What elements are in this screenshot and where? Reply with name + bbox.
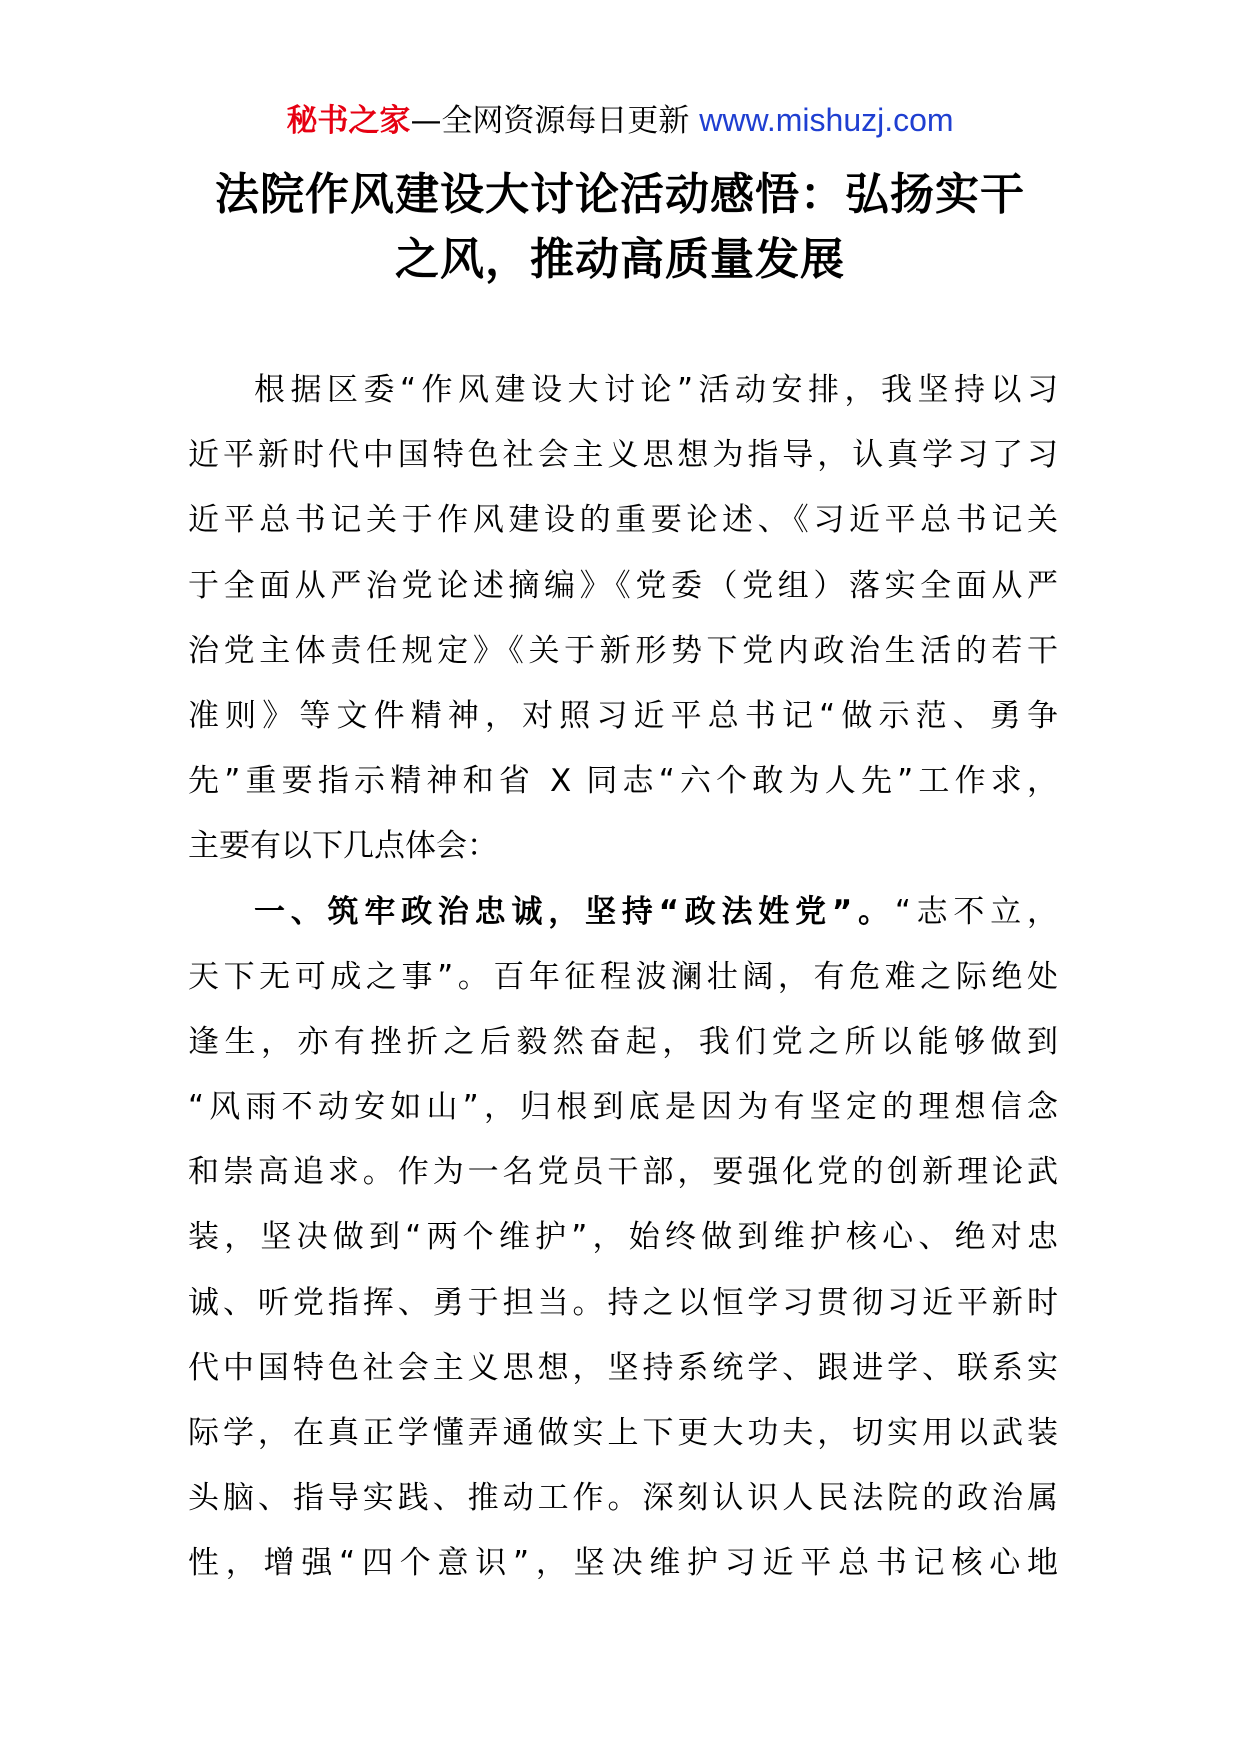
paragraph-line: 际学，在真正学懂弄通做实上下更大功夫，切实用以武装 <box>188 1415 1058 1451</box>
paragraph-line: 于全面从严治党论述摘编》《党委（党组）落实全面从严 <box>188 567 1058 604</box>
title-line-2: 之风，推动高质量发展 <box>395 234 845 285</box>
header-tagline: —全网资源每日更新 <box>410 103 700 139</box>
paragraph-intro <box>188 358 1058 880</box>
paragraph-line: “风雨不动安如山”，归根到底是因为有坚定的理想信念 <box>188 1089 1058 1126</box>
brand-name: 秘书之家 <box>286 103 411 139</box>
paragraph-line: 性，增强“四个意识”，坚决维护习近平总书记核心地 <box>188 1545 1058 1582</box>
document-body <box>188 358 1058 1597</box>
paragraph-line: 诚、听党指挥、勇于担当。持之以恒学习贯彻习近平新时 <box>188 1284 1058 1321</box>
paragraph-line: 代中国特色社会主义思想，坚持系统学、跟进学、联系实 <box>188 1349 1058 1386</box>
paragraph-line: 装，坚决做到“两个维护”，始终做到维护核心、绝对忠 <box>188 1219 1058 1256</box>
section-first-line <box>188 880 1058 945</box>
paragraph-line: 天下无可成之事”。百年征程波澜壮阔，有危难之际绝处 <box>188 958 1058 995</box>
paragraph-line: 近平总书记关于作风建设的重要论述、《习近平总书记关 <box>188 502 1058 539</box>
paragraph-line: 近平新时代中国特色社会主义思想为指导，认真学习了习 <box>188 437 1058 474</box>
section-heading: 一、筑牢政治忠诚，坚持“政法姓党”。 <box>254 893 895 930</box>
paragraph-line: 头脑、指导实践、推动工作。深刻认识人民法院的政治属 <box>188 1480 1058 1517</box>
section-first-line-text: “志不立， <box>894 893 1058 930</box>
paragraph-line: 主要有以下几点体会： <box>188 828 498 865</box>
paragraph-line: 先”重要指示精神和省 X 同志“六个敢为人先”工作求， <box>188 763 1058 800</box>
paragraph-line: 治党主体责任规定》《关于新形势下党内政治生活的若干 <box>188 632 1058 669</box>
paragraph-line: 逢生，亦有挫折之后毅然奋起，我们党之所以能够做到 <box>188 1023 1058 1060</box>
paragraph-line: 准则》等文件精神，对照习近平总书记“做示范、勇争 <box>188 697 1058 734</box>
site-header <box>0 100 1240 141</box>
paragraph-section-1 <box>188 880 1058 1597</box>
header-url: www.mishuzj.com <box>699 102 954 138</box>
document-title <box>150 162 1090 292</box>
paragraph-line: 和崇高追求。作为一名党员干部，要强化党的创新理论武 <box>188 1154 1058 1191</box>
title-line-1: 法院作风建设大讨论活动感悟：弘扬实干 <box>215 169 1025 220</box>
paragraph-line: 根据区委“作风建设大讨论”活动安排，我坚持以习 <box>254 372 1058 408</box>
